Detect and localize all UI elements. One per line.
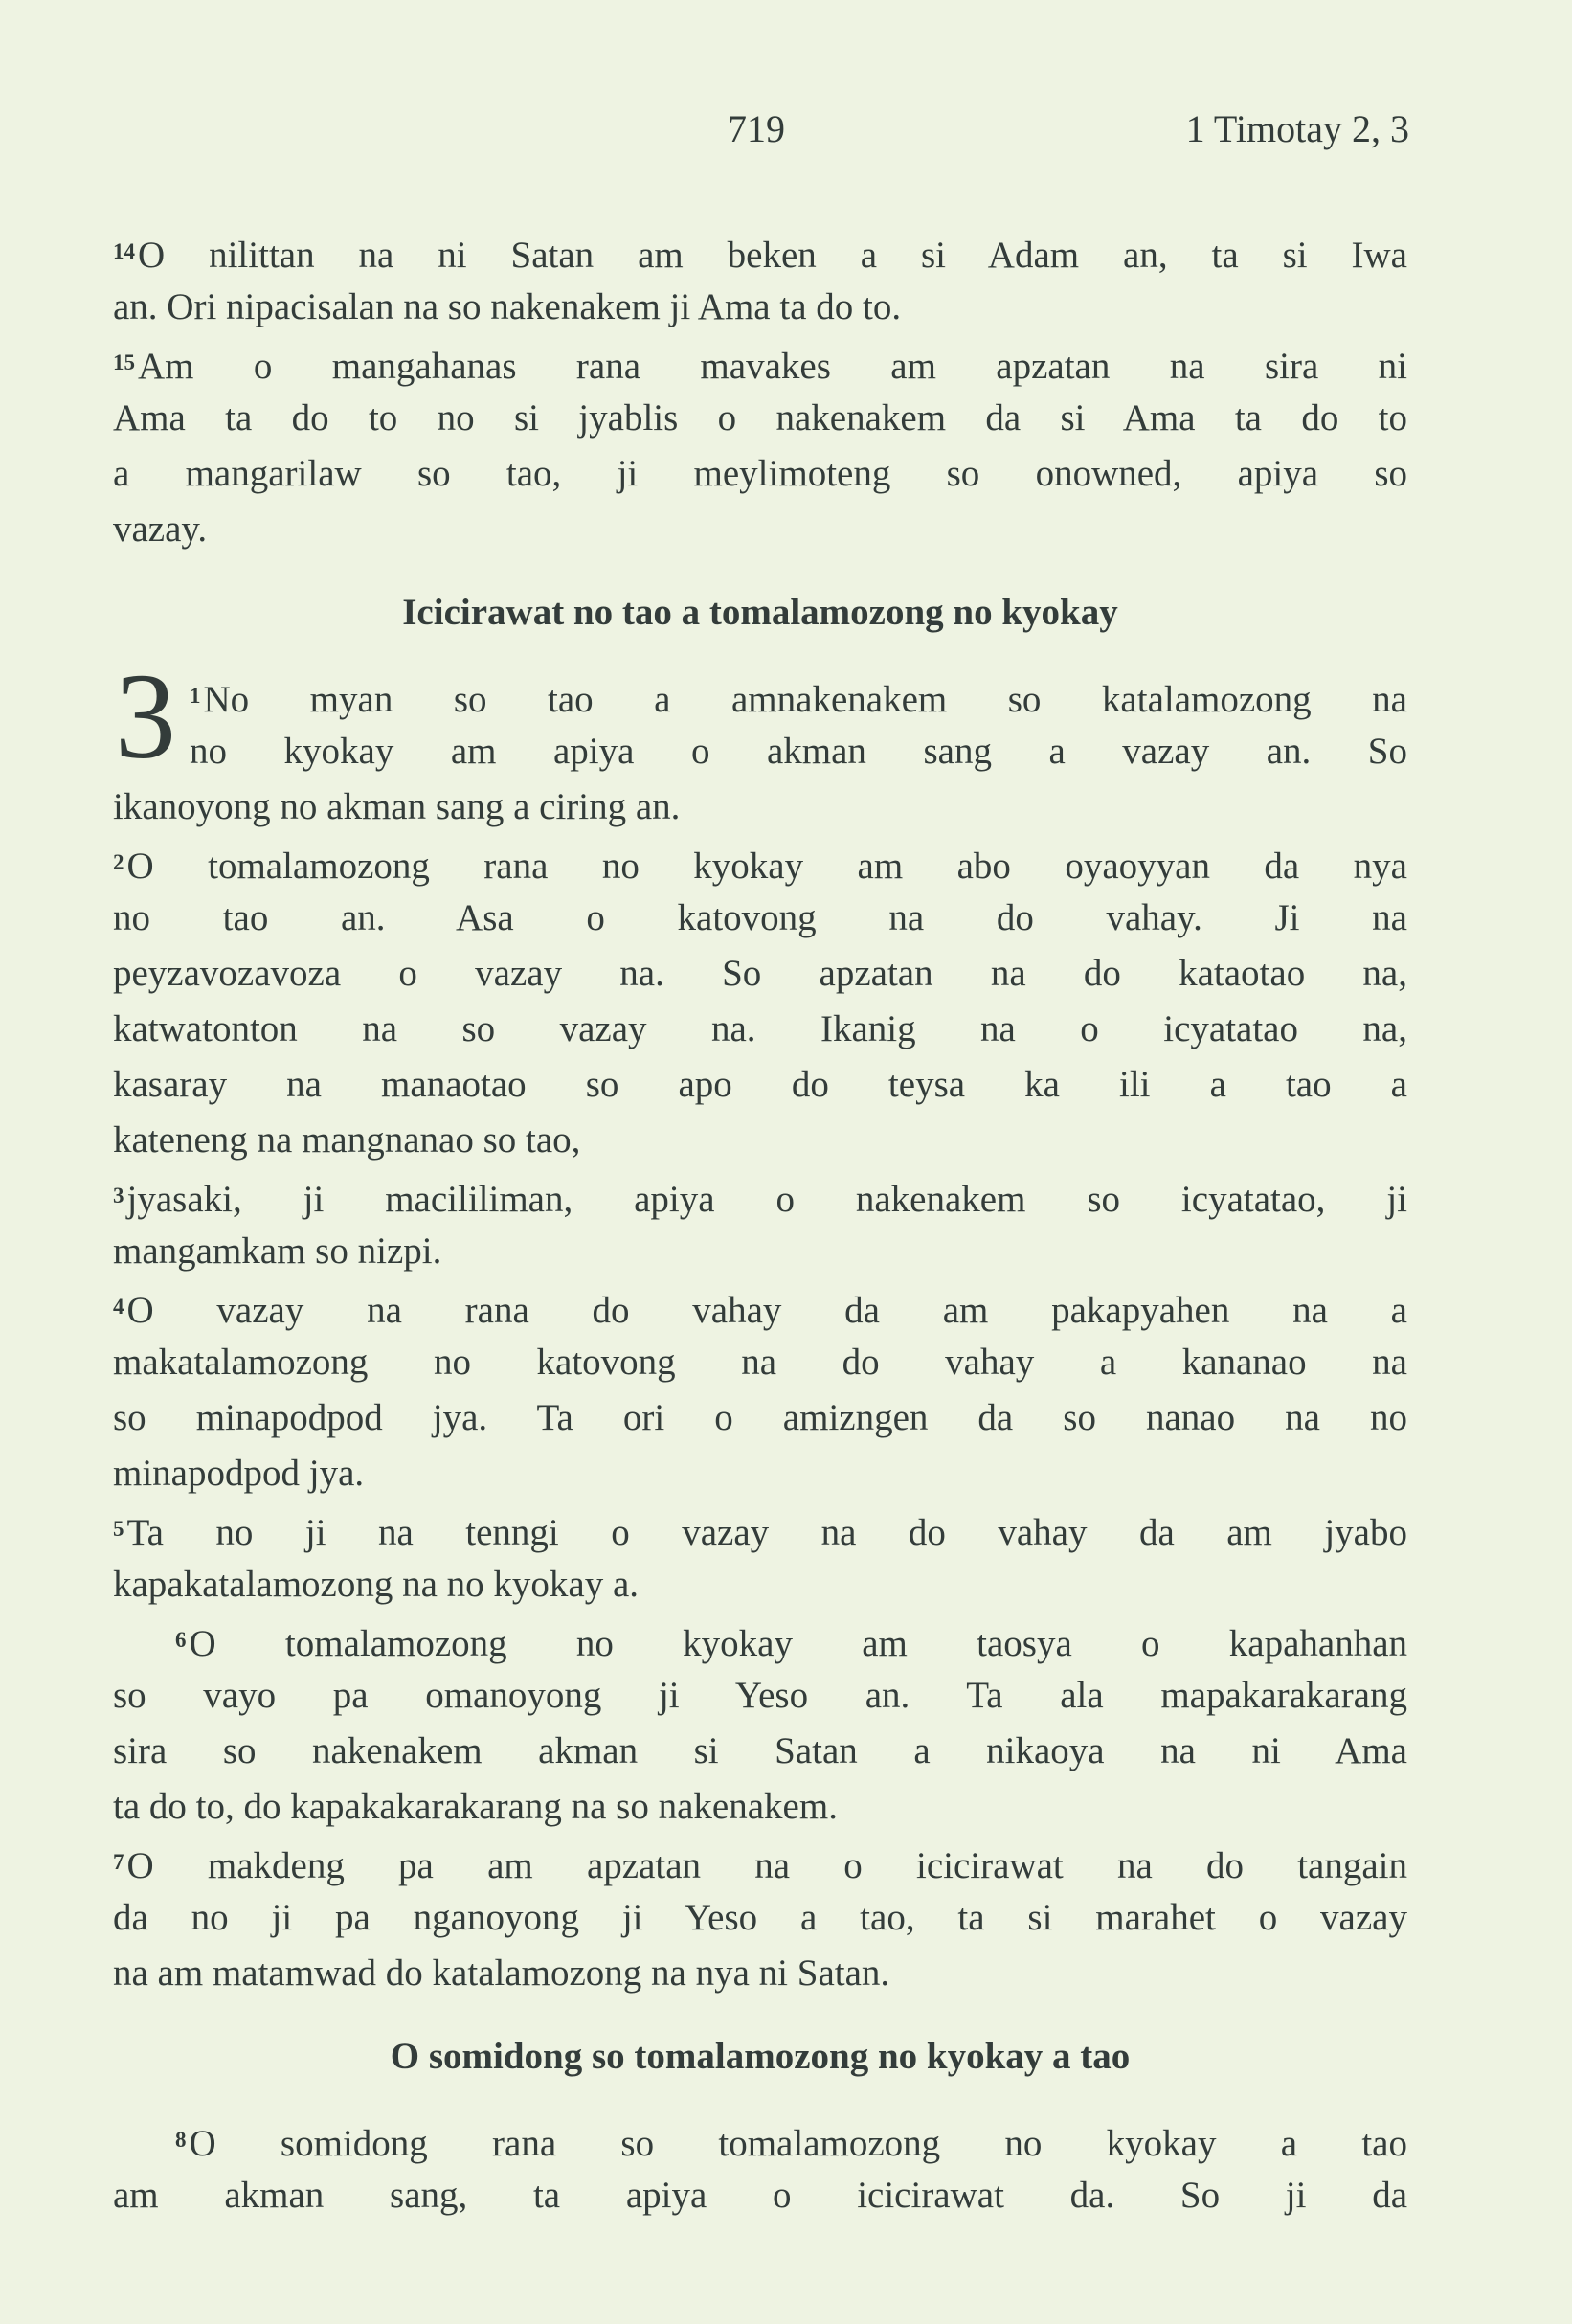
section-heading: O somidong so tomalamozong no kyokay a tao (390, 2036, 1131, 2077)
text-line (113, 1835, 1407, 1890)
line-text: Ta no ji na tenngi o vazay na do vahay da am jyabo (126, 1512, 1407, 1553)
chapter-number: 3 (115, 648, 176, 784)
line-text: an. Ori nipacisalan na so nakenakem ji Ama ta do to. (113, 286, 902, 327)
verse-number: 2 (113, 850, 124, 874)
page-number: 719 (728, 107, 785, 150)
line-text: a mangarilaw so tao, ji meylimoteng so onowned, apiya so (113, 453, 1407, 494)
verse-number: 5 (113, 1517, 124, 1541)
line-text: Am o mangahanas rana mavakes am apzatan na sira ni (138, 346, 1407, 387)
line-text: O nilittan na ni Satan am beken a si Adam an, ta si Iwa (138, 235, 1407, 276)
line-text: O tomalamozong rana no kyokay am abo oyaoyyan da nya (126, 846, 1407, 887)
verse-number: 3 (113, 1184, 124, 1207)
text-line (113, 1057, 1407, 1113)
line-text: O somidong rana so tomalamozong no kyokay a tao (189, 2123, 1407, 2164)
page-body (113, 224, 1407, 2223)
text-line (113, 1946, 1407, 2001)
verse-number: 6 (175, 1628, 187, 1652)
text-line (113, 668, 1407, 724)
text-block (113, 2112, 1407, 2223)
line-text: jyasaki, ji macililiman, apiya o nakenakem so icyatatao, ji (126, 1179, 1407, 1220)
text-line (113, 1279, 1407, 1335)
text-line (113, 1613, 1407, 1668)
line-text: O tomalamozong no kyokay am taosya o kapahanhan (189, 1623, 1407, 1664)
verse-number: 14 (113, 239, 135, 263)
line-text: Ama ta do to no si jyablis o nakenakem da si Ama ta do to (113, 397, 1407, 439)
text-line (113, 1390, 1407, 1446)
line-text: ta do to, do kapakakarakarang na so nakenakem. (113, 1786, 838, 1827)
line-text: O vazay na rana do vahay da am pakapyahen na a (126, 1290, 1407, 1331)
text-line (113, 1335, 1407, 1390)
text-line (113, 724, 1407, 779)
text-line (113, 1557, 1407, 1613)
text-line (113, 224, 1407, 280)
line-text: no tao an. Asa o katovong na do vahay. Ji na (113, 897, 1407, 938)
text-line (113, 1002, 1407, 1057)
text-line (113, 835, 1407, 891)
line-text: kapakatalamozong na no kyokay a. (113, 1564, 640, 1605)
line-text: da no ji pa nganoyong ji Yeso a tao, ta si marahet o vazay (113, 1897, 1407, 1938)
line-text: ikanoyong no akman sang a ciring an. (113, 786, 681, 827)
text-line (113, 1779, 1407, 1835)
line-text: kasaray na manaotao so apo do teysa ka ili a tao a (113, 1064, 1407, 1105)
text-line (113, 2112, 1407, 2168)
verse-number: 7 (113, 1850, 124, 1874)
text-line (113, 2168, 1407, 2223)
text-block (113, 648, 1407, 2001)
line-text: kateneng na mangnanao so tao, (113, 1119, 581, 1161)
line-text: so minapodpod jya. Ta ori o amizngen da so nanao na no (113, 1397, 1407, 1438)
text-line (113, 1113, 1407, 1168)
line-text: so vayo pa omanoyong ji Yeso an. Ta ala mapakarakarang (113, 1675, 1407, 1716)
line-text: sira so nakenakem akman si Satan a nikaoya na ni Ama (113, 1730, 1407, 1771)
text-line (113, 1668, 1407, 1724)
text-line (113, 280, 1407, 335)
text-line (113, 391, 1407, 446)
line-text: no kyokay am apiya o akman sang a vazay an. So (190, 731, 1407, 772)
line-text: mangamkam so nizpi. (113, 1230, 442, 1272)
verse-number: 1 (190, 684, 201, 708)
text-line (113, 1501, 1407, 1557)
text-line (113, 502, 1407, 557)
running-head: 1 Timotay 2, 3 (1185, 107, 1409, 150)
text-line (113, 446, 1407, 502)
text-line (113, 1168, 1407, 1224)
line-text: katwatonton na so vazay na. Ikanig na o icyatatao na, (113, 1008, 1407, 1049)
verse-number: 8 (175, 2128, 187, 2152)
text-block (113, 224, 1407, 557)
line-text: na am matamwad do katalamozong na nya ni Satan. (113, 1952, 890, 1994)
line-text: makatalamozong no katovong na do vahay a kananao na (113, 1342, 1407, 1383)
line-text: peyzavozavoza o vazay na. So apzatan na do kataotao na, (113, 953, 1407, 994)
line-text: No myan so tao a amnakenakem so katalamozong na (203, 679, 1407, 720)
line-text: minapodpod jya. (113, 1453, 365, 1494)
text-line (113, 946, 1407, 1002)
text-line (113, 1224, 1407, 1279)
verse-number: 15 (113, 350, 135, 374)
line-text: O makdeng pa am apzatan na o icicirawat na do tangain (126, 1845, 1407, 1886)
text-line (113, 779, 1407, 835)
verse-number: 4 (113, 1295, 124, 1319)
section-heading: Icicirawat no tao a tomalamozong no kyokay (402, 592, 1118, 633)
line-text: am akman sang, ta apiya o icicirawat da. So ji da (113, 2175, 1407, 2216)
text-line (113, 1446, 1407, 1501)
line-text: vazay. (113, 508, 208, 550)
text-line (113, 335, 1407, 391)
text-line (113, 891, 1407, 946)
text-line (113, 1890, 1407, 1946)
text-line (113, 1724, 1407, 1779)
